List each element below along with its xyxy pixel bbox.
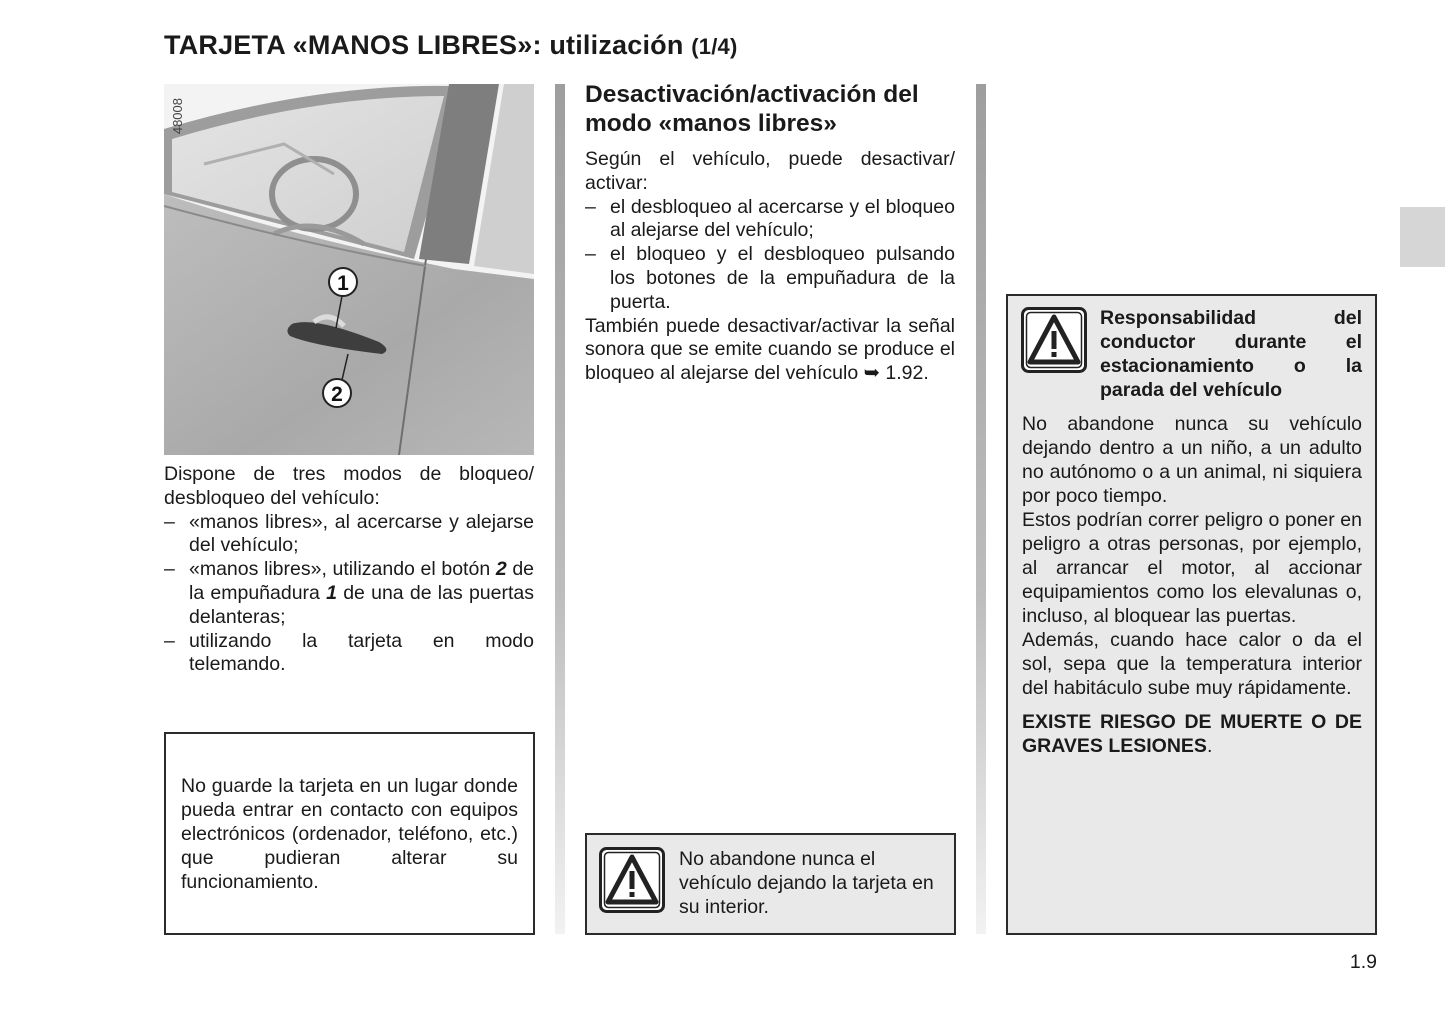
warning-paragraph-1: No abandone nunca su vehículo dejando dentro a un niño, a un adulto no autónomo o a un animal, ni siquiera por poco tiempo.: [1022, 413, 1362, 507]
deactivation-list: [585, 196, 955, 315]
warning-triangle-icon: [1021, 307, 1087, 373]
list-item: – «manos libres», al acercarse y alejarse del vehículo;: [164, 511, 534, 559]
card-storage-note: [164, 732, 535, 935]
column-separator-left: [555, 84, 565, 934]
column-separator-right: [976, 84, 986, 934]
warning-paragraph-3: Además, cuando hace calor o da el sol, sepa que la temperatura interior del habitáculo sube muy rápidamente.: [1022, 629, 1362, 699]
list-item: – el bloqueo y el desbloqueo pulsando los botones de la empuñadura de la puerta.: [585, 243, 955, 314]
section-heading: Desactivación/activación del modo «manos libres»: [585, 81, 919, 137]
page-reference: 1.92.: [879, 362, 929, 385]
list-item: – el desbloqueo al acercarse y el bloqueo al alejarse del vehículo;: [585, 196, 955, 244]
item-text: de la empuñadura: [189, 558, 535, 604]
left-column-text: [164, 463, 534, 677]
callout-1: 1: [337, 272, 349, 295]
item-text: de una de las puertas delanteras;: [189, 581, 534, 628]
middle-column-text: [585, 148, 955, 386]
title-part: (1/4): [691, 34, 738, 59]
paragraph-text: También puede desactivar/activar la señal sonora que se emite cuando se produce el bloqueo al alejarse del vehículo: [585, 314, 955, 385]
sound-signal-paragraph: [585, 315, 955, 386]
lock-modes-list: [164, 511, 534, 678]
page-title: [164, 30, 738, 61]
figure-code: 48008: [170, 98, 185, 135]
warning-text: No abandone nunca el vehículo dejando la tarjeta en su interior.: [679, 848, 934, 918]
warning-triangle-icon: [599, 847, 665, 913]
warning-body: [1022, 412, 1362, 758]
list-item: [164, 558, 534, 629]
card-inside-warning: [585, 833, 956, 935]
car-door-drawing: [164, 84, 534, 455]
warning-paragraph-2: Estos podrían correr peligro o poner en peligro a otras personas, por ejemplo, al arrancar el motor, al accionar equipamientos como los elevalunas o, incluso, al bloquear las puertas.: [1022, 509, 1362, 627]
middle-intro: Según el vehículo, puede desactivar/ activar:: [585, 148, 955, 194]
page-number: 1.9: [1349, 951, 1377, 973]
item-text: «manos libres», utilizando el botón: [189, 558, 496, 581]
danger-period: .: [1206, 735, 1213, 757]
driver-responsibility-warning: [1006, 294, 1377, 935]
section-tab: [1400, 207, 1445, 267]
car-door-illustration: [164, 84, 534, 455]
warning-heading: Responsabilidad del conductor durante el estacionamiento o la parada del vehículo: [1100, 307, 1362, 401]
callout-2: 2: [331, 383, 343, 406]
list-item: – utilizando la tarjeta en modo telemando.: [164, 630, 534, 678]
button-reference: 2: [495, 558, 507, 581]
left-intro: Dispone de tres modos de bloqueo/ desbloqueo del vehículo:: [164, 463, 534, 509]
title-main: TARJETA «MANOS LIBRES»: utilización: [164, 30, 684, 60]
danger-text: EXISTE RIESGO DE MUERTE O DE GRAVES LESIONES: [1022, 711, 1362, 757]
arrow-icon: ➥: [863, 362, 880, 385]
handle-reference: 1: [326, 581, 337, 604]
note-text: No guarde la tarjeta en un lugar donde pueda entrar en contacto con equipos electrónicos (ordenador, teléfono, etc.) que pudieran alterar su funcionamiento.: [181, 775, 518, 893]
danger-statement: [1022, 710, 1362, 758]
